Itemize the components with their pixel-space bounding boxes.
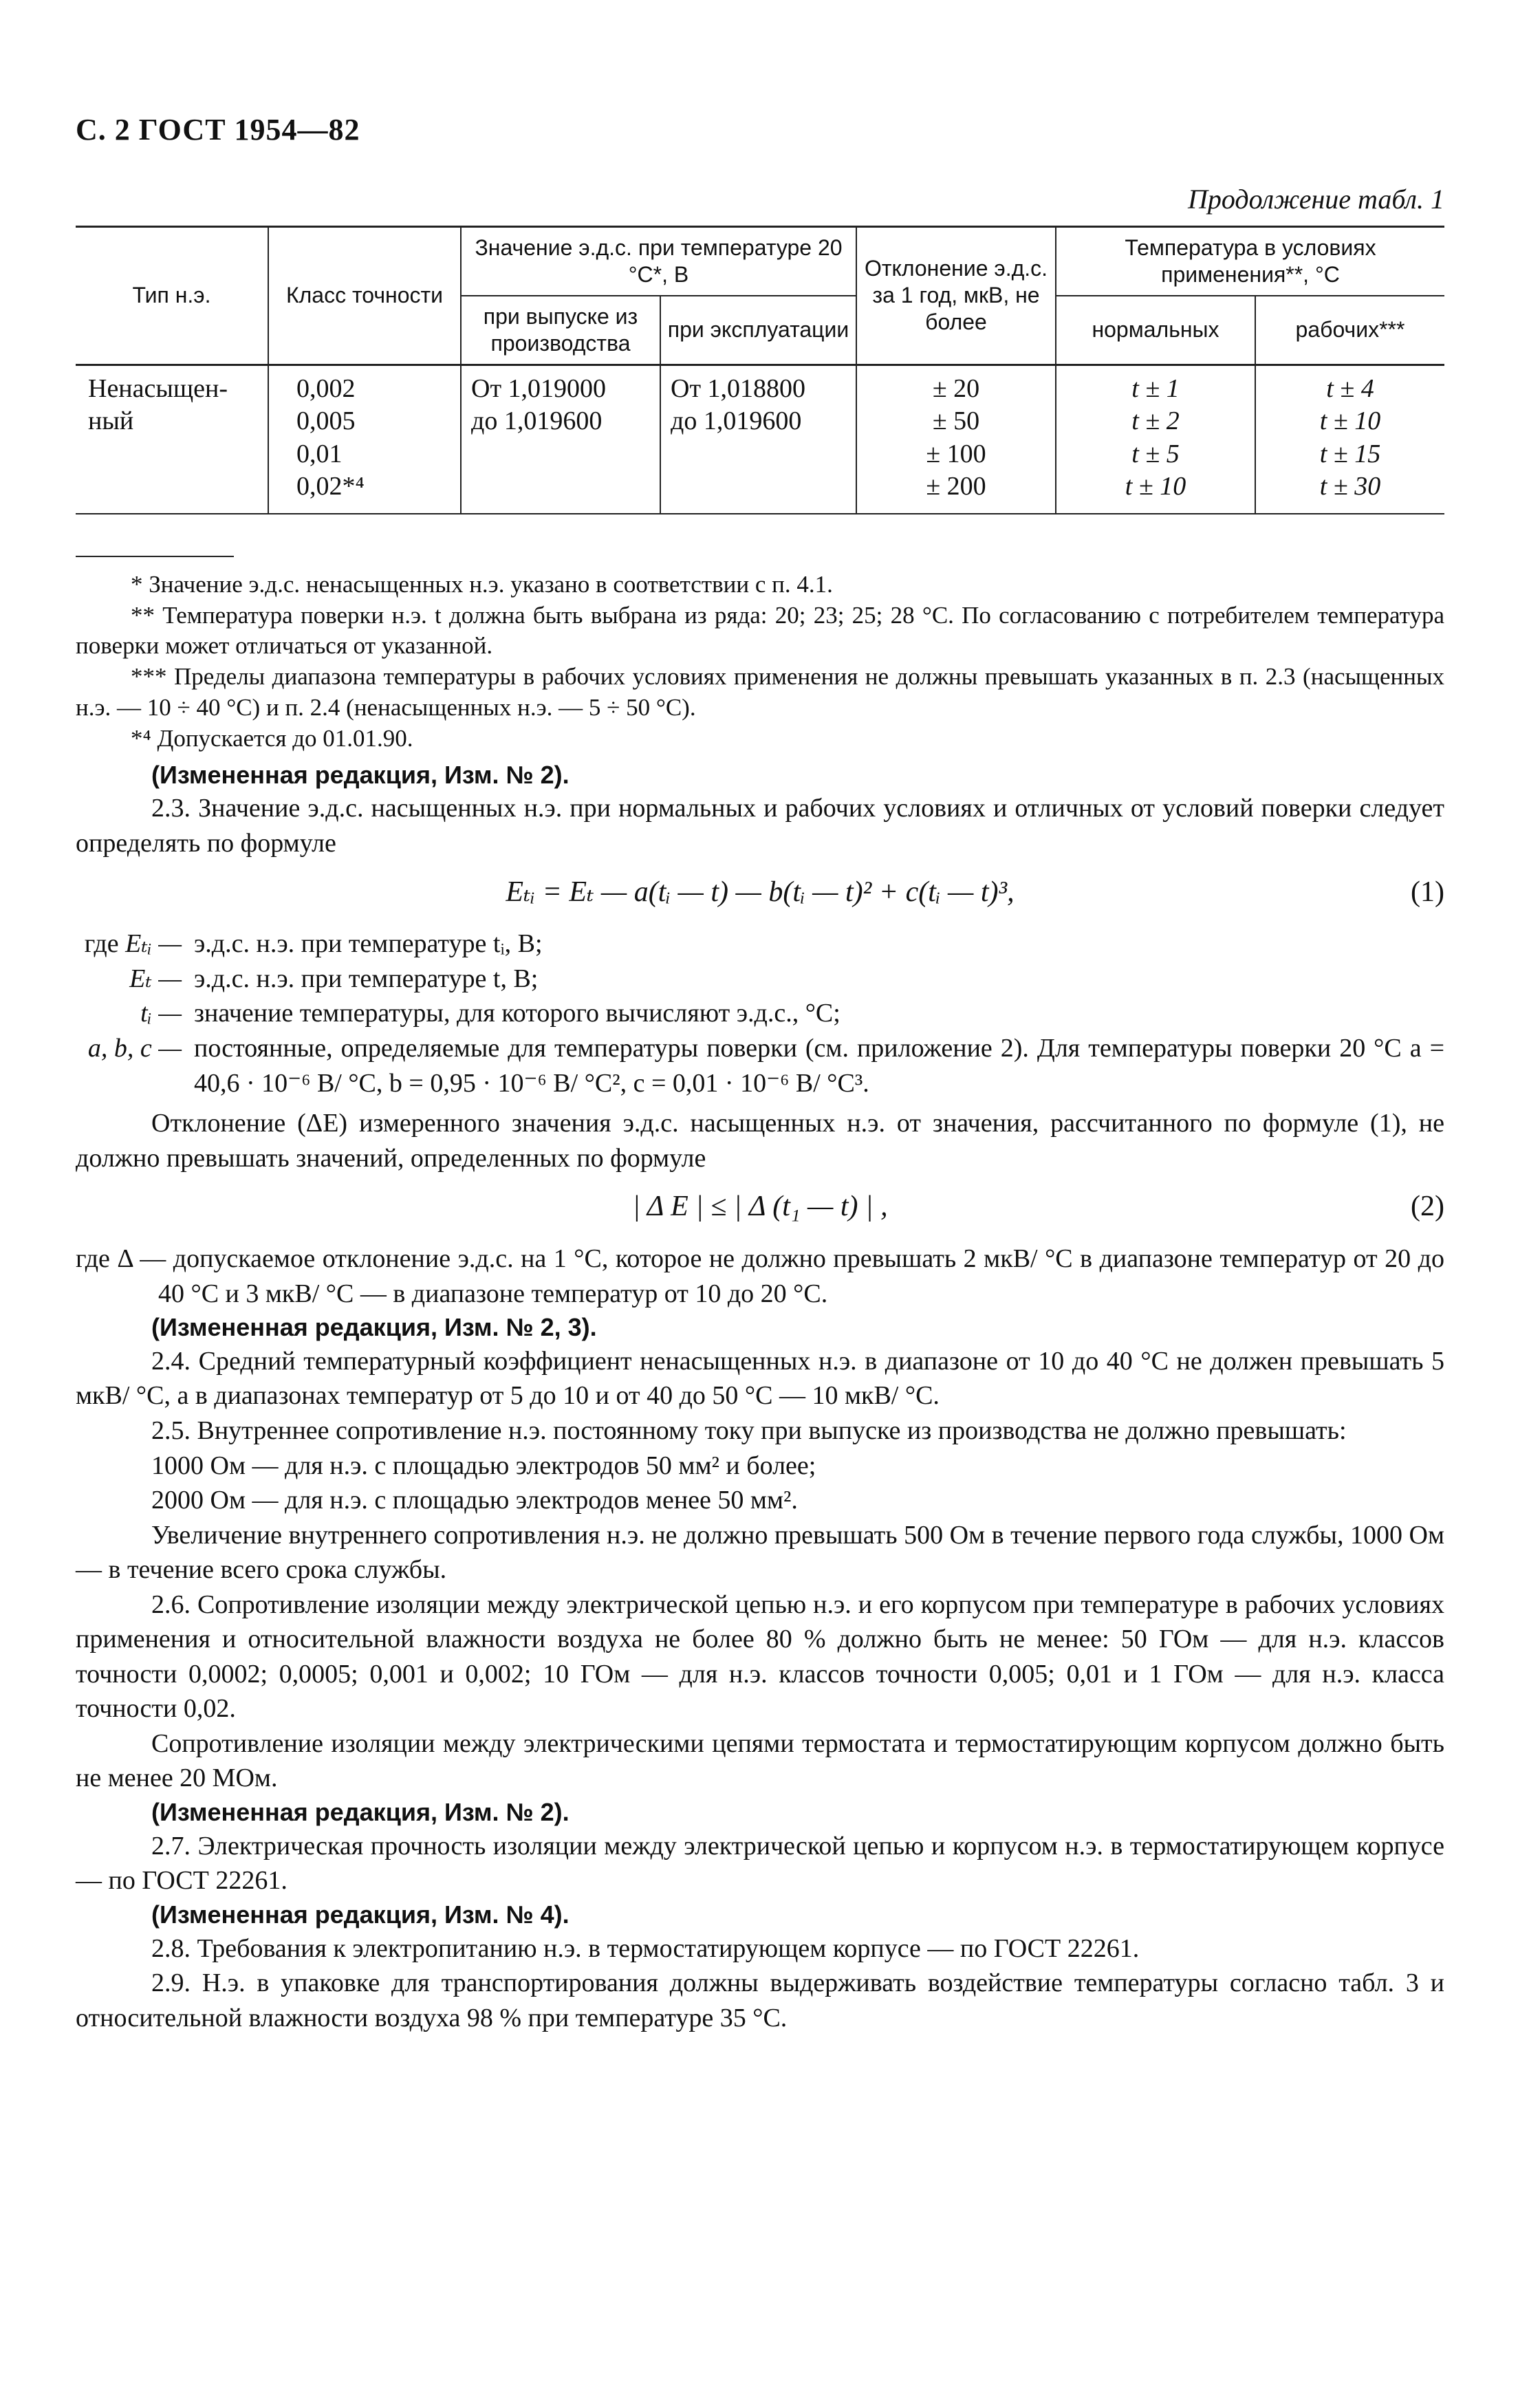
amendment-note: (Измененная редакция, Изм. № 2). xyxy=(151,760,570,789)
cell-value: t ± 10 xyxy=(1125,472,1186,501)
cell-emf-operation xyxy=(660,365,856,514)
table-header-row xyxy=(76,226,1444,296)
formula-1-expression: Eₜᵢ = Eₜ — a(tᵢ — t) — b(tᵢ — t)² + c(tᵢ — t)³, xyxy=(506,876,1015,908)
cell-value: t ± 5 xyxy=(1131,439,1180,468)
cell-type: Ненасыщенный xyxy=(76,365,268,514)
cell-value: t ± 30 xyxy=(1319,472,1381,501)
paragraph-2-5: 2.5. Внутреннее сопротивление н.э. постоянному току при выпуске из производства не должно превышать: xyxy=(151,1416,1347,1445)
document-page xyxy=(76,110,1444,2035)
spec-table xyxy=(76,226,1444,514)
footnote: *⁴ Допускается до 01.01.90. xyxy=(131,724,413,752)
definition-text: э.д.с. н.э. при температуре tᵢ, В; xyxy=(194,929,543,959)
definition-symbol: Eₜᵢ — xyxy=(125,929,182,959)
formula-1-number: (1) xyxy=(1411,876,1444,908)
paragraph-2-9: 2.9. Н.э. в упаковке для транспортирования должны выдерживать воздействие температуры согласно табл. 3 и относительной влажности воздуха 98 % при температуре 35 °С. xyxy=(76,1968,1444,2032)
paragraph-2-3: 2.3. Значение э.д.с. насыщенных н.э. при нормальных и рабочих условиях и отличных от условий поверки следует определять по формуле xyxy=(76,794,1444,858)
footnote: ** Температура поверки н.э. t должна быть выбрана из ряда: 20; 23; 25; 28 °С. По согласованию с потребителем температура поверки может отличаться от указанной. xyxy=(76,601,1444,660)
cell-value: ± 20 xyxy=(932,373,980,403)
amendment-note: (Измененная редакция, Изм. № 2). xyxy=(151,1797,570,1826)
definition-row xyxy=(76,962,1444,997)
paragraph-2-6: 2.6. Сопротивление изоляции между электрической цепью н.э. и его корпусом при температуре в рабочих условиях применения и относительной влажности воздуха не более 80 % должно быть не менее: 50 ГОм — для н.э. классов точности 0,0002; 0,0005; 0,001 и 0,002; 10 ГОм — для н.э. классов точности 0,005; 0,01 и 1 ГОм — для н.э. класса точности 0,02. xyxy=(76,1590,1444,1724)
cell-value: t ± 2 xyxy=(1131,406,1180,436)
header-deviation: Отклонение э.д.с. за 1 год, мкВ, не более xyxy=(856,226,1056,365)
table-row xyxy=(76,365,1444,514)
cell-value: ± 200 xyxy=(926,472,986,501)
page-header: С. 2 ГОСТ 1954—82 xyxy=(76,113,360,147)
cell-value: 0,01 xyxy=(296,439,343,468)
definition-row xyxy=(76,926,1444,962)
cell-value: t ± 4 xyxy=(1326,373,1374,403)
cell-value: От 1,018800 xyxy=(671,373,806,403)
cell-value: t ± 10 xyxy=(1319,406,1381,436)
formula-2-expression: | Δ E | ≤ | Δ (t₁ — t) | , xyxy=(632,1191,888,1223)
cell-value: ± 50 xyxy=(932,406,980,436)
delta-definition: где Δ — допускаемое отклонение э.д.с. на 1 °С, которое не должно превышать 2 мкВ/ °С в диапазоне температур от 20 до 40 °С и 3 мкВ/ °С — в диапазоне температур от 10 до 20 °С. xyxy=(76,1244,1444,1308)
header-emf-operation: при эксплуатации xyxy=(660,296,856,365)
footnote: *** Пределы диапазона температуры в рабочих условиях применения не должны превышать указанных в п. 2.3 (насыщенных н.э. — 10 ÷ 40 °С) и п. 2.4 (ненасыщенных н.э. — 5 ÷ 50 °С). xyxy=(76,663,1444,722)
formula-1 xyxy=(76,874,1444,912)
cell-value: 0,005 xyxy=(296,406,356,436)
definition-text: постоянные, определяемые для температуры поверки (см. приложение 2). Для температуры поверки 20 °С a = 40,6 · 10⁻⁶ В/ °С, b = 0,95 · 10⁻⁶ В/ °С², c = 0,01 · 10⁻⁶ В/ °С³. xyxy=(194,1034,1444,1098)
cell-value: ± 100 xyxy=(926,439,986,468)
paragraph-resistance-increase: Увеличение внутреннего сопротивления н.э. не должно превышать 500 Ом в течение первого года службы, 1000 Ом — в течение всего срока службы. xyxy=(76,1520,1444,1585)
cell-classes xyxy=(268,365,461,514)
header-emf-release: при выпуске из производства xyxy=(461,296,660,365)
cell-deviation xyxy=(856,365,1056,514)
paragraph-insulation-thermostat: Сопротивление изоляции между электрическими цепями термостата и термостатирующим корпусом должно быть не менее 20 МОм. xyxy=(76,1728,1444,1793)
resistance-item: 2000 Ом — для н.э. с площадью электродов менее 50 мм². xyxy=(151,1486,798,1515)
header-temp-normal: нормальных xyxy=(1056,296,1255,365)
body-text xyxy=(76,759,1444,2036)
cell-temp-normal xyxy=(1056,365,1255,514)
formula-2-number: (2) xyxy=(1411,1191,1444,1223)
cell-value: до 1,019600 xyxy=(471,406,603,436)
amendment-note: (Измененная редакция, Изм. № 4). xyxy=(151,1900,570,1929)
definition-symbol: a, b, c — xyxy=(87,1034,182,1063)
header-temp-working: рабочих*** xyxy=(1255,296,1444,365)
resistance-item: 1000 Ом — для н.э. с площадью электродов 50 мм² и более; xyxy=(151,1451,816,1480)
cell-temp-working xyxy=(1255,365,1444,514)
definition-text: э.д.с. н.э. при температуре t, В; xyxy=(194,964,539,993)
paragraph-2-7: 2.7. Электрическая прочность изоляции между электрической цепью и корпусом н.э. в термостатирующем корпусе — по ГОСТ 22261. xyxy=(76,1831,1444,1896)
cell-emf-release xyxy=(461,365,660,514)
paragraph-2-8: 2.8. Требования к электропитанию н.э. в термостатирующем корпусе — по ГОСТ 22261. xyxy=(151,1933,1140,1963)
header-emf: Значение э.д.с. при температуре 20 °С*, В xyxy=(461,226,856,296)
definition-row xyxy=(76,996,1444,1031)
footnote: * Значение э.д.с. ненасыщенных н.э. указано в соответствии с п. 4.1. xyxy=(131,570,833,598)
amendment-note: (Измененная редакция, Изм. № 2, 3). xyxy=(151,1313,597,1342)
header-class: Класс точности xyxy=(268,226,461,365)
cell-value: до 1,019600 xyxy=(671,406,802,436)
definition-text: значение температуры, для которого вычисляют э.д.с., °С; xyxy=(194,999,841,1028)
where-word: где xyxy=(84,929,119,959)
footnotes xyxy=(76,570,1444,755)
cell-value: t ± 15 xyxy=(1319,439,1381,468)
cell-value: 0,02*⁴ xyxy=(296,472,365,501)
cell-value: От 1,019000 xyxy=(471,373,607,403)
paragraph-2-4: 2.4. Средний температурный коэффициент ненасыщенных н.э. в диапазоне от 10 до 40 °С не должен превышать 5 мкВ/ °С, а в диапазонах температур от 5 до 10 и от 40 до 50 °С — 10 мкВ/ °С. xyxy=(76,1346,1444,1411)
formula-definitions xyxy=(76,926,1444,1100)
table-continuation-caption: Продолжение табл. 1 xyxy=(1187,183,1444,215)
formula-2 xyxy=(76,1188,1444,1226)
footnote-divider xyxy=(76,556,234,557)
definition-symbol: Eₜ — xyxy=(129,964,182,993)
header-temperature: Температура в условиях применения**, °С xyxy=(1056,226,1444,296)
cell-value: 0,002 xyxy=(296,373,356,403)
definition-row xyxy=(76,1031,1444,1100)
header-type: Тип н.э. xyxy=(76,226,268,365)
paragraph-deviation: Отклонение (ΔE) измеренного значения э.д.с. насыщенных н.э. от значения, рассчитанного по формуле (1), не должно превышать значений, определенных по формуле xyxy=(76,1109,1444,1173)
cell-value: t ± 1 xyxy=(1131,373,1180,403)
definition-symbol: tᵢ — xyxy=(140,999,182,1028)
